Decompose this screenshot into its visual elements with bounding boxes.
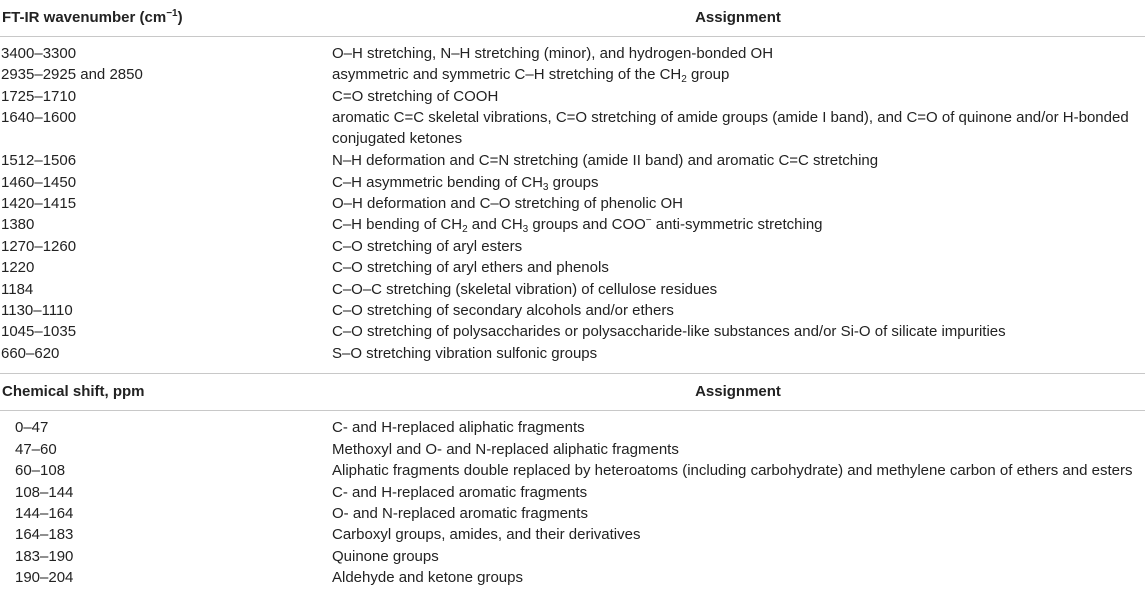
ftir-header-row [0,0,1145,37]
assignment-cell: C–H bending of $CH_2$ and $CH_3$ groups and COO− anti-symmetric stretching [332,215,823,236]
assignment-cell: Aldehyde and ketone groups [332,569,523,587]
wavenumber-cell: 1420–1415 [1,195,77,213]
assignment-cell: C–O stretching of secondary alcohols and/or ethers [332,302,674,320]
assignment-cell: O–H deformation and C–O stretching of phenolic OH [332,195,684,213]
table-row [0,214,1145,235]
assignment-cell: C- and H-replaced aliphatic fragments [332,419,585,437]
table-row [0,321,1145,342]
ftir-assignment-header: Assignment [331,0,1145,37]
assignment-cell: O–H stretching, N–H stretching (minor), and hydrogen-bonded OH [332,45,774,62]
wavenumber-cell: 1512–1506 [1,152,77,170]
table-row [0,279,1145,300]
assignment-cell: C–O stretching of polysaccharides or polysaccharide-like substances and/or Si-O of silicate impurities [332,323,1006,341]
shift-cell: 164–183 [15,526,74,544]
shift-cell: 60–108 [15,462,66,480]
table-row [0,439,1145,460]
wavenumber-cell: 1045–1035 [1,323,77,341]
wavenumber-cell: 1380 [1,216,35,234]
shift-cell: 183–190 [15,547,74,565]
table-row [0,107,1145,150]
assignment-cell: Carboxyl groups, amides, and their derivatives [332,526,641,544]
table-row [0,460,1145,481]
table-row [0,503,1145,524]
table-row [0,567,1145,588]
ftir-wavenumber-header: FT-IR wavenumber $(cm^{-1})$ [0,0,331,37]
chemical-shift-header: Chemical shift, ppm [0,374,331,411]
assignment-cell: Quinone groups [332,547,439,565]
assignment-cell: C–O stretching of aryl esters [332,237,523,255]
assignment-cell: C–O stretching of aryl ethers and phenols [332,259,609,277]
assignment-cell: C–H asymmetric bending of $CH_3$ groups [332,173,599,193]
table-row [0,343,1145,364]
shift-cell: 144–164 [15,504,74,522]
nmr-header-row [0,374,1145,411]
wavenumber-cell: 660–620 [1,344,60,362]
wavenumber-cell: 1184 [1,280,34,298]
wavenumber-cell: 1460–1450 [1,173,77,191]
shift-cell: 0–47 [15,419,49,437]
wavenumber-cell: 2935–2925 and 2850 [1,66,143,84]
nmr-assignment-header: Assignment [331,374,1145,411]
nmr-table [0,374,1145,588]
table-row [0,524,1145,545]
table-row [0,86,1145,107]
wavenumber-cell: 1220 [1,259,35,277]
table-row [0,546,1145,567]
shift-cell: 108–144 [15,483,74,501]
assignment-cell: aromatic C=C skeletal vibrations, C=O stretching of amide groups (amide I band), and C=O of quinone and/or H-bonded conjugated ketones [332,109,1129,148]
assignment-cell: C–O–C stretching (skeletal vibration) of cellulose residues [332,280,718,298]
wavenumber-cell: 1270–1260 [1,237,77,255]
table-row [0,417,1145,438]
table-row [0,193,1145,214]
table-row [0,257,1145,278]
assignment-cell: C=O stretching of COOH [332,87,499,105]
assignment-cell: Aliphatic fragments double replaced by heteroatoms (including carbohydrate) and methylene carbon of ethers and esters [332,462,1133,480]
shift-cell: 190–204 [15,569,74,587]
assignment-cell: N–H deformation and C=N stretching (amide II band) and aromatic C=C stretching [332,152,879,170]
assignment-cell: asymmetric and symmetric C–H stretching of the $CH_2$ group [332,66,730,86]
wavenumber-cell: 1130–1110 [1,302,73,320]
assignment-cell: S–O stretching vibration sulfonic groups [332,344,598,362]
table-row [0,43,1145,64]
wavenumber-cell: 1725–1710 [1,87,77,105]
shift-cell: 47–60 [15,440,57,458]
table-row [0,172,1145,193]
assignment-cell: O- and N-replaced aromatic fragments [332,504,588,522]
table-row [0,236,1145,257]
table-row [0,300,1145,321]
assignment-cell: C- and H-replaced aromatic fragments [332,483,588,501]
wavenumber-cell: 1640–1600 [1,109,77,127]
table-row [0,64,1145,85]
assignment-cell: Methoxyl and O- and N-replaced aliphatic fragments [332,440,679,458]
table-row [0,150,1145,171]
wavenumber-cell: 3400–3300 [1,45,77,62]
table-row [0,482,1145,503]
